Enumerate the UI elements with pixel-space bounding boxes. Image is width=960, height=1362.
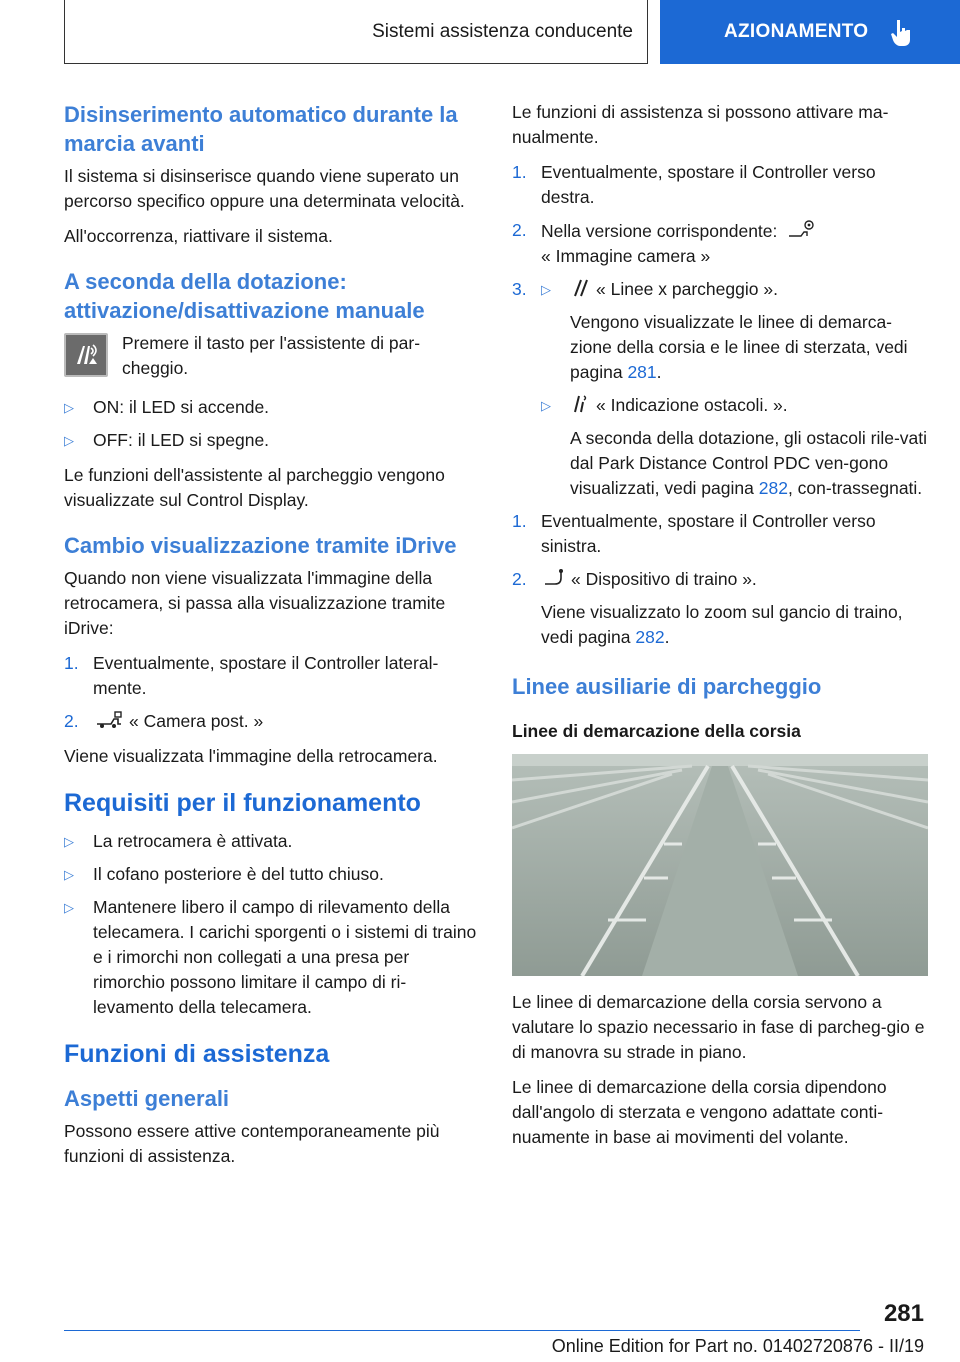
- header-chapter-tab: [660, 0, 960, 64]
- parking-assistant-button-icon: [64, 333, 108, 377]
- right-column: [512, 100, 928, 1160]
- rear-camera-icon: [95, 710, 123, 730]
- page-link-282[interactable]: 282: [758, 478, 788, 498]
- option-description: [570, 426, 928, 501]
- paragraph: All'occorrenza, riattivare il sistema.: [64, 226, 333, 246]
- tow-hitch-icon: [543, 568, 565, 588]
- option-description-text: Vengono visualizzate le linee di demarca-zione della corsia e le linee di sterzata, vedi pagina: [570, 312, 908, 382]
- list-item: ▷ Il cofano posteriore è del tutto chiuso.: [64, 862, 480, 887]
- obstacle-indicator-icon: [572, 394, 590, 414]
- page-link-281[interactable]: 281: [627, 362, 657, 382]
- hand-pointer-icon: [890, 18, 914, 46]
- step-description-text: Viene visualizzato lo zoom sul gancio di traino, vedi pagina: [541, 602, 903, 647]
- led-status-list: [64, 395, 480, 453]
- section-title-manual-toggle: A seconda della dotazione: attivazione/disattivazione manuale: [64, 269, 425, 323]
- header-section-tab: [64, 0, 648, 64]
- section-title-assist-functions: Funzioni di assistenza: [64, 1040, 330, 1068]
- header-section-title: Sistemi assistenza conducente: [372, 20, 633, 42]
- list-item: [512, 160, 928, 210]
- list-item: ▷ La retrocamera è attivata.: [64, 829, 480, 854]
- list-item: ▷ Mantenere libero il campo di rilevamento della telecamera. I carichi sporgenti o i sistemi di traino e i rimorchi non collegati a una presa per rimorchio possono limitare il campo di ri-levamento della telecamera.: [64, 895, 480, 1020]
- lane-lines-illustration: [512, 754, 928, 976]
- list-item: [512, 218, 928, 269]
- section-title-requirements: Requisiti per il funzionamento: [64, 789, 421, 817]
- section-title-parking-lines: Linee ausiliarie di parcheggio: [512, 674, 822, 699]
- paragraph: Quando non viene visualizzata l'immagine della retrocamera, si passa alla visualizzazione tramite iDrive:: [64, 568, 446, 638]
- list-item: [541, 277, 928, 385]
- step-number: 1.: [512, 511, 527, 531]
- edition-footer: [552, 1336, 924, 1357]
- list-item: [512, 277, 928, 501]
- section-title-general: Aspetti generali: [64, 1086, 230, 1111]
- punctuation: .: [664, 627, 670, 647]
- list-item: [512, 509, 928, 559]
- header-chapter-title: AZIONAMENTO: [724, 21, 869, 42]
- list-item: ▷ OFF: il LED si spegne.: [64, 428, 480, 453]
- step-text: « Camera post. »: [129, 711, 264, 731]
- list-item: ▷ ON: il LED si accende.: [64, 395, 480, 420]
- option-label: « Linee x parcheggio ».: [596, 279, 778, 299]
- option-description: [570, 310, 928, 385]
- step-number: 2.: [512, 569, 527, 589]
- section-title-idrive: Cambio visualizzazione tramite iDrive: [64, 533, 457, 558]
- punctuation: .: [656, 362, 662, 382]
- step-number: 2.: [64, 711, 79, 731]
- paragraph: Le linee di demarcazione della corsia servono a valutare lo spazio necessario in fase di parcheg-gio e di manovra su strade in piano.: [512, 992, 925, 1062]
- step-text: Nella versione corrispondente:: [541, 221, 778, 241]
- list-item: [512, 567, 928, 650]
- page-link-282[interactable]: 282: [635, 627, 665, 647]
- list-item: [541, 393, 928, 501]
- step-text: Eventualmente, spostare il Controller verso destra.: [541, 162, 876, 207]
- paragraph: Viene visualizzata l'immagine della retrocamera.: [64, 746, 438, 766]
- step-text: Eventualmente, spostare il Controller verso sinistra.: [541, 511, 876, 556]
- list-item: [64, 651, 480, 701]
- step-number: 1.: [512, 162, 527, 182]
- camera-settings-icon: [787, 218, 815, 240]
- page-number: 281: [883, 1300, 924, 1327]
- paragraph: Le funzioni dell'assistente al parcheggio vengono visualizzate sul Control Display.: [64, 465, 445, 510]
- left-column: [64, 100, 480, 1179]
- button-instruction-text: Premere il tasto per l'assistente di par-cheggio.: [122, 333, 421, 378]
- footer-divider: [64, 1330, 860, 1331]
- option-description-text: A seconda della dotazione, gli ostacoli rile-vati dal Park Distance Control PDC ven-gono visualizzati, vedi pagina: [570, 428, 928, 498]
- assist-steps: [512, 160, 928, 650]
- button-instruction: [64, 331, 480, 381]
- list-item: [64, 709, 480, 734]
- idrive-steps: [64, 651, 480, 734]
- paragraph: Possono essere attive contemporaneamente più funzioni di assistenza.: [64, 1121, 440, 1166]
- step-number: 3.: [512, 279, 527, 299]
- paragraph: Le funzioni di assistenza si possono attivare ma-nualmente.: [512, 102, 889, 147]
- option-description-end: , con-trassegnati.: [787, 478, 923, 498]
- step-text: « Dispositivo di traino ».: [571, 569, 757, 589]
- step-text: Eventualmente, spostare il Controller lateral-mente.: [93, 653, 439, 698]
- section-title-auto-off: Disinserimento automatico durante la marcia avanti: [64, 102, 458, 156]
- step-text: « Immagine camera »: [541, 246, 711, 266]
- parking-lines-icon: [572, 278, 590, 298]
- subsection-title-lane-lines: Linee di demarcazione della corsia: [512, 721, 801, 741]
- paragraph: Il sistema si disinserisce quando viene superato un percorso specifico oppure una determinata velocità.: [64, 166, 465, 211]
- step-number: 2.: [512, 220, 527, 240]
- step-description: [541, 600, 928, 650]
- step-number: 1.: [64, 653, 79, 673]
- edition-text: Online Edition for Part no. 01402720876 - II/19: [551, 1336, 924, 1356]
- option-label: « Indicazione ostacoli. ».: [596, 395, 788, 415]
- paragraph: Le linee di demarcazione della corsia dipendono dall'angolo di sterzata e vengono adattate conti-nuamente in base ai movimenti del volante.: [512, 1077, 887, 1147]
- requirements-list: [64, 829, 480, 1020]
- sub-options-list: [541, 277, 928, 501]
